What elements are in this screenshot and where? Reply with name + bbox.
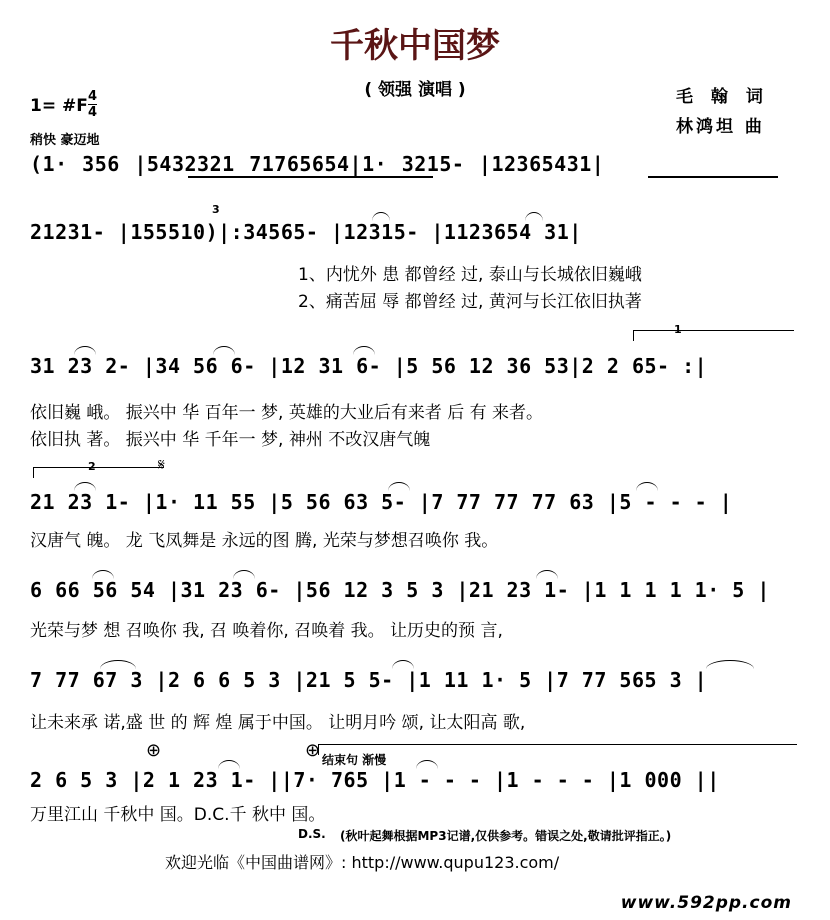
slur xyxy=(416,760,438,769)
score-row-2: 21231- |155510)|:34565- |12315- |1123654 31| xyxy=(30,220,582,244)
slur xyxy=(706,660,754,669)
score-row-4: 21 23 1- |1· 11 55 |5 56 63 5- |7 77 77 77 63 |5 - - - | xyxy=(30,490,733,514)
slur xyxy=(233,570,255,579)
coda-sign: ⊕ xyxy=(146,740,162,761)
triplet-mark: 3 xyxy=(212,203,220,216)
lyrics-row-6: 让未来承 诺,盛 世 的 辉 煌 属于中国。 让明月吟 颂, 让太阳高 歌, xyxy=(30,713,526,733)
score-row-1: (1· 356 |5432321 71765654|1· 3215- |12365431| xyxy=(30,152,605,176)
score-row-5: 6 66 56 54 |31 23 6- |56 12 3 5 3 |21 23 1- |1 1 1 1 1· 5 | xyxy=(30,578,770,602)
volta-1-number: 1 xyxy=(674,323,682,336)
time-signature xyxy=(88,89,97,120)
transcriber-note: (秋叶起舞根据MP3记谱,仅供参考。错误之处,敬请批评指正。) xyxy=(340,829,672,843)
score-row-6: 7 77 67 3 |2 6 6 5 3 |21 5 5- |1 11 1· 5 |7 77 565 3 | xyxy=(30,668,708,692)
slur xyxy=(218,760,240,769)
performer-credit: ( 领强 演唱 ) xyxy=(364,80,466,100)
slur xyxy=(100,660,136,669)
volta-2-number: 2 xyxy=(88,460,96,473)
key-signature: 1= #F xyxy=(30,96,88,116)
website-welcome: 欢迎光临《中国曲谱网》: http://www.qupu123.com/ xyxy=(165,853,560,872)
lyricist-credit: 毛 翰 词 xyxy=(676,87,769,107)
time-signature-bottom: 4 xyxy=(88,105,98,120)
watermark: www.592pp.com xyxy=(620,893,792,913)
composer-credit: 林鸿坦 曲 xyxy=(676,117,765,137)
ending-bracket xyxy=(318,744,797,755)
lyrics-row-3-verse-2: 依旧执 著。 振兴中 华 千年一 梦, 神州 不改汉唐气魄 xyxy=(30,430,431,450)
volta-1-bracket xyxy=(633,330,794,341)
lyrics-row-5: 光荣与梦 想 召唤你 我, 召 唤着你, 召唤着 我。 让历史的预 言, xyxy=(30,621,503,641)
tempo-marking: 稍快 豪迈地 xyxy=(30,133,100,148)
slur xyxy=(353,346,375,355)
song-title: 千秋中国梦 xyxy=(330,26,500,66)
score-row-3: 31 23 2- |34 56 6- |12 31 6- |5 56 12 36 53|2 2 65- :| xyxy=(30,354,708,378)
slur xyxy=(392,660,414,669)
lyrics-row-2-verse-1: 1、内忧外 患 都曾经 过, 泰山与长城依旧巍峨 xyxy=(298,265,642,285)
slur xyxy=(74,346,96,355)
volta-2-bracket xyxy=(33,467,164,478)
slur xyxy=(636,482,658,491)
slur xyxy=(388,482,410,491)
ending-label: 结束句 渐慢 xyxy=(322,753,387,767)
beam xyxy=(648,176,778,178)
slur xyxy=(536,570,558,579)
time-signature-top: 4 xyxy=(88,89,98,104)
lyrics-row-3-verse-1: 依旧巍 峨。 振兴中 华 百年一 梦, 英雄的大业后有来者 后 有 来者。 xyxy=(30,403,544,423)
slur xyxy=(92,570,114,579)
beam xyxy=(188,176,433,178)
coda-sign-ending: ⊕ xyxy=(305,740,321,761)
slur xyxy=(74,482,96,491)
ds-label: D.S. xyxy=(298,827,326,841)
lyrics-row-4: 汉唐气 魄。 龙 飞凤舞是 永远的图 腾, 光荣与梦想召唤你 我。 xyxy=(30,531,499,551)
slur xyxy=(525,212,543,221)
segno-sign: 𝄋 xyxy=(158,455,165,474)
lyrics-row-7: 万里江山 千秋中 国。D.C.千 秋中 国。 xyxy=(30,805,326,825)
lyrics-row-2-verse-2: 2、痛苦屈 辱 都曾经 过, 黄河与长江依旧执著 xyxy=(298,292,642,312)
score-row-7: 2 6 5 3 |2 1 23 1- ||7· 765 |1 - - - |1 - - - |1 000 || xyxy=(30,768,720,792)
slur xyxy=(372,212,390,221)
slur xyxy=(213,346,235,355)
